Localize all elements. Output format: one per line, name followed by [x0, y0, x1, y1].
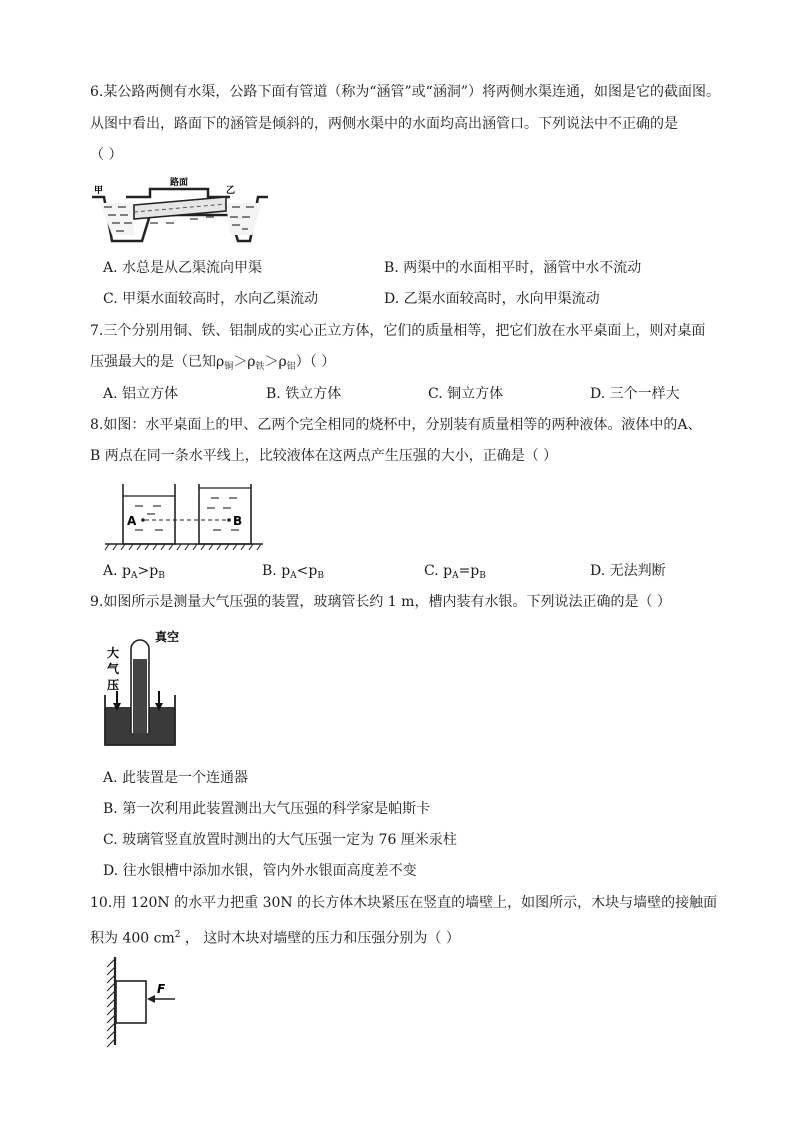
q9-stem-line1: 9.如图所示是测量大气压强的装置，玻璃管长约 1 m，槽内装有水银。下列说法正确的是（ ）	[90, 594, 671, 610]
q8-option-b: B. $p_A<p_B$	[262, 563, 324, 581]
q6-label-jia: 甲	[94, 186, 104, 196]
q10-stem-line1: 10.用 120N 的水平力把重 30N 的长方体木块紧压在竖直的墙壁上，如图所示，木块与墙壁的接触面	[90, 895, 718, 911]
q9-option-b: B. 第一次利用此装置测出大气压强的科学家是帕斯卡	[103, 801, 431, 817]
q9-atm-char-1: 大	[107, 646, 120, 660]
q6-option-b: B. 两渠中的水面相平时，涵管中水不流动	[384, 260, 642, 276]
q9-option-c: C. 玻璃管竖直放置时测出的大气压强一定为 76 厘米汞柱	[103, 832, 457, 848]
q9-option-d: D. 往水银槽中添加水银，管内外水银面高度差不变	[103, 863, 417, 879]
q10-wall-block-figure	[103, 955, 183, 1047]
q8-beakers-figure	[103, 480, 265, 552]
q6-option-d: D. 乙渠水面较高时，水向甲渠流动	[384, 291, 600, 307]
q6-answer-blank: （ ）	[90, 147, 123, 163]
q10-stem-line2: 积为 400 $cm^2$ ， 这时木块对墙壁的压力和压强分别为（ ）	[90, 930, 460, 947]
q6-stem-line2: 从图中看出，路面下的涵管是倾斜的，两侧水渠中的水面均高出涵管口。下列说法中不正确的是	[90, 116, 678, 132]
q9-option-a: A. 此装置是一个连通器	[103, 770, 249, 786]
q8-stem-line1: 8.如图：水平桌面上的甲、乙两个完全相同的烧杯中，分别装有质量相等的两种液体。液体中的A、	[90, 417, 702, 433]
q6-label-road: 路面	[170, 178, 189, 188]
q10-force-label: F	[157, 982, 166, 996]
q9-vacuum-label: 真空	[155, 630, 180, 644]
q8-option-d: D. 无法判断	[590, 563, 666, 579]
q7-option-a: A. 铝立方体	[103, 386, 179, 402]
q9-atm-char-2: 气	[107, 662, 120, 676]
q8-point-a-label: A	[127, 514, 137, 528]
q7-option-c: C. 铜立方体	[428, 386, 504, 402]
q8-option-c: C. $p_A=p_B$	[424, 563, 486, 581]
q7-option-d: D. 三个一样大	[590, 386, 680, 402]
q7-stem-line2: 压强最大的是（已知$\rho_铜>\rho_铁>\rho_铝$）（ ）	[90, 354, 336, 372]
q9-barometer-figure	[103, 625, 189, 747]
q6-option-a: A. 水总是从乙渠流向甲渠	[103, 260, 263, 276]
q9-atm-char-3: 压	[107, 678, 120, 692]
q7-option-b: B. 铁立方体	[266, 386, 342, 402]
q7-stem-line1: 7.三个分别用铜、铁、铝制成的实心正立方体，它们的质量相等，把它们放在水平桌面上，则对桌面	[90, 323, 706, 339]
q6-label-yi: 乙	[226, 186, 236, 196]
q6-option-c: C. 甲渠水面较高时，水向乙渠流动	[103, 291, 319, 307]
q8-point-b-label: B	[233, 514, 243, 528]
q6-culvert-figure	[90, 175, 270, 247]
q8-stem-line2: B 两点在同一条水平线上，比较液体在这两点产生压强的大小，正确是（ ）	[90, 448, 558, 464]
q6-stem-line1: 6.某公路两侧有水渠，公路下面有管道（称为“涵管”或“涵洞”）将两侧水渠连通，如图是它的截面图。	[90, 84, 720, 100]
q8-option-a: A. $p_A>p_B$	[103, 563, 165, 581]
